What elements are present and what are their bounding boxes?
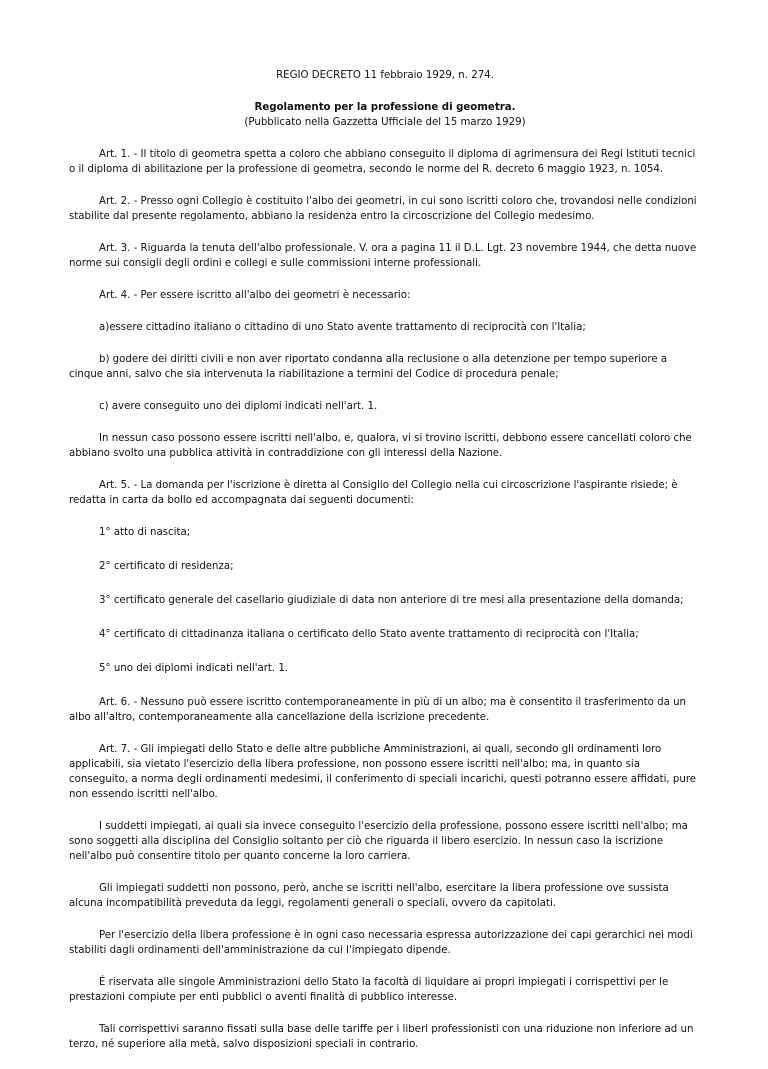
document-title: REGIO DECRETO 11 febbraio 1929, n. 274. <box>276 70 494 81</box>
art-4-exclusion-paragraph: In nessun caso possono essere iscritti nell'albo, e, qualora, vi si trovino iscritti, debbono essere cancellati coloro che abbiano svolto una pubblica attività in contraddizione con gli interessi della Nazione. <box>69 433 692 459</box>
document-subheading: (Pubblicato nella Gazzetta Ufficiale del 15 marzo 1929) <box>244 117 526 128</box>
art-1-paragraph: Art. 1. - Il titolo di geometra spetta a coloro che abbiano conseguito il diploma di agrimensura dei Regi Istituti tecnici o il diploma di abilitazione per la professione di geometra, secondo le norme del R. decreto 6 maggio 1923, n. 1054. <box>69 149 696 175</box>
art-5-paragraph: Art. 5. - La domanda per l'iscrizione è diretta al Consiglio del Collegio nella cui circoscrizione l'aspirante risiede; è redatta in carta da bollo ed accompagnata dai seguenti documenti: <box>69 480 678 506</box>
art-4-paragraph: Art. 4. - Per essere iscritto all'albo dei geometri è necessario: <box>99 290 411 301</box>
art-4-item-a: a)essere cittadino italiano o cittadino di uno Stato avente trattamento di reciprocità con l'Italia; <box>99 322 586 333</box>
art-4-item-c: c) avere conseguito uno dei diplomi indicati nell'art. 1. <box>99 401 378 412</box>
art-4-item-b: b) godere dei diritti civili e non aver riportato condanna alla reclusione o alla detenzione per tempo superiore a cinque anni, salvo che sia intervenuta la riabilitazione a termini del Codice di procedura penale; <box>69 354 668 380</box>
document-page <box>69 68 701 1069</box>
art-5-item-3: 3° certificato generale del casellario giudiziale di data non anteriore di tre mesi alla presentazione della domanda; <box>99 595 684 606</box>
art-7-paragraph-6: Tali corrispettivi saranno fissati sulla base delle tariffe per i liberi professionisti con una riduzione non inferiore ad un terzo, né superiore alla metà, salvo disposizioni speciali in contrario. <box>69 1024 694 1050</box>
document-heading: Regolamento per la professione di geometra. <box>254 102 516 113</box>
art-5-item-5: 5° uno dei diplomi indicati nell'art. 1. <box>99 663 289 674</box>
art-7-paragraph-3: Gli impiegati suddetti non possono, però, anche se iscritti nell'albo, esercitare la libera professione ove sussista alcuna incompatibilità preveduta da leggi, regolamenti generali o speciali, ovvero da capitolati. <box>69 883 669 909</box>
art-2-paragraph: Art. 2. - Presso ogni Collegio è costituito l'albo dei geometri, in cui sono iscritti coloro che, trovandosi nelle condizioni stabilite dal presente regolamento, abbiano la residenza entro la circoscrizione del Collegio medesimo. <box>69 196 697 222</box>
art-7-paragraph-2: I suddetti impiegati, ai quali sia invece conseguito l'esercizio della professione, possono essere iscritti nell'albo; ma sono soggetti alla disciplina del Consiglio soltanto per ciò che riguarda il libero esercizio. In nessun caso la iscrizione nell'albo può consentire titolo per quanto concerne la loro carriera. <box>69 821 688 862</box>
art-7-paragraph: Art. 7. - Gli impiegati dello Stato e delle altre pubbliche Amministrazioni, ai quali, secondo gli ordinamenti loro applicabili, sia vietato l'esercizio della libera professione, non possono essere iscritti nell'albo; ma, in quanto sia conseguito, a norma degli ordinamenti medesimi, il conferimento di speciali incarichi, questi potranno essere affidati, pure non essendo iscritti nell'albo. <box>69 744 697 800</box>
art-5-item-2: 2° certificato di residenza; <box>99 561 234 572</box>
art-5-item-1: 1° atto di nascita; <box>99 527 191 538</box>
art-6-paragraph: Art. 6. - Nessuno può essere iscritto contemporaneamente in più di un albo; ma è consentito il trasferimento da un albo all'altro, contemporaneamente alla cancellazione della iscrizione precedente. <box>69 697 686 723</box>
art-7-paragraph-5: É riservata alle singole Amministrazioni dello Stato la facoltà di liquidare ai propri impiegati i corrispettivi per le prestazioni compiute per enti pubblici o aventi finalità di pubblico interesse. <box>69 977 669 1003</box>
art-7-paragraph-4: Per l'esercizio della libera professione è in ogni caso necessaria espressa autorizzazione dei capi gerarchici nei modi stabiliti dagli ordinamenti dell'amministrazione da cui l'impiegato dipende. <box>69 930 693 956</box>
art-3-paragraph: Art. 3. - Riguarda la tenuta dell'albo professionale. V. ora a pagina 11 il D.L. Lgt. 23 novembre 1944, che detta nuove norme sui consigli degli ordini e collegi e sulle commissioni interne professionali. <box>69 243 697 269</box>
art-5-item-4: 4° certificato di cittadinanza italiana o certificato dello Stato avente trattamento di reciprocità con l'Italia; <box>99 629 639 640</box>
